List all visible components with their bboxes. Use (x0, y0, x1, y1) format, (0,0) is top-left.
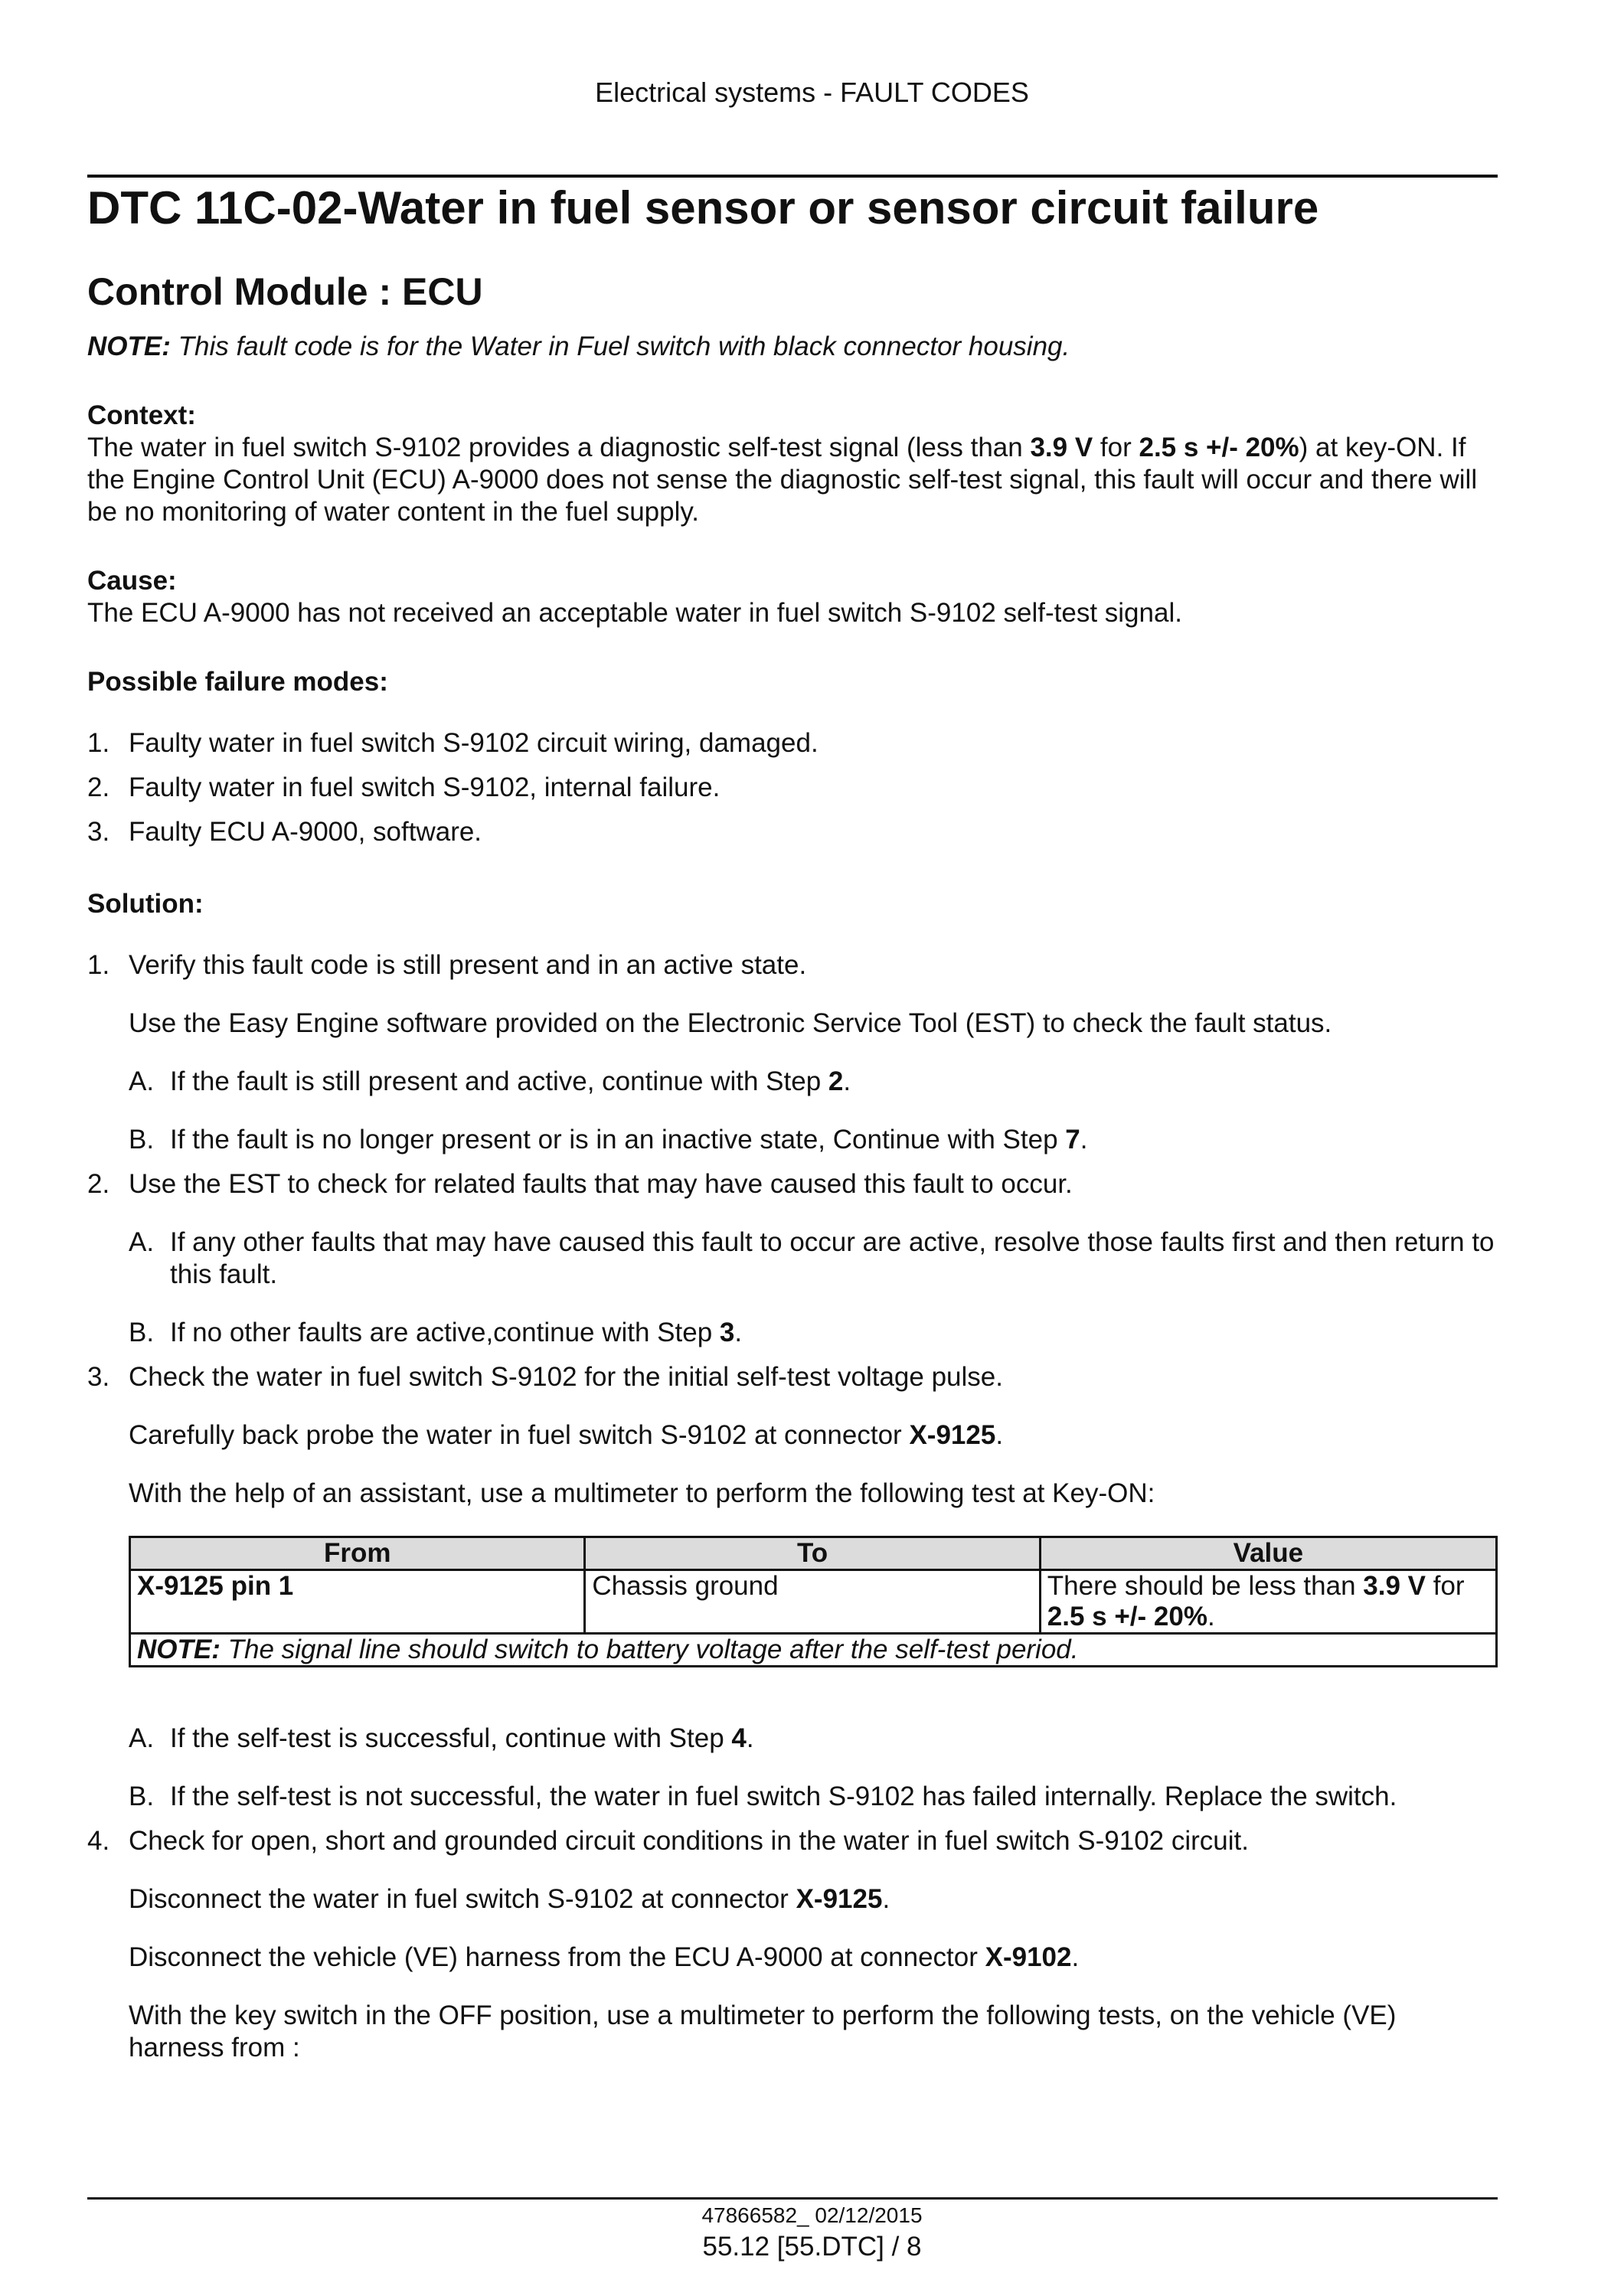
step-reference: 3 (719, 1318, 735, 1347)
value-duration: 2.5 s +/- 20% (1047, 1602, 1207, 1631)
step-4-detail-2 (129, 1942, 1498, 1974)
substep-text (170, 1066, 1498, 1098)
substep-letter: B. (129, 1782, 155, 1811)
substep-text-part: If the fault is no longer present or is in an inactive state, Continue with Step (170, 1125, 1066, 1155)
cause-text: The ECU A-9000 has not received an acceptable water in fuel switch S-9102 self-test signal. (87, 598, 1182, 628)
item-number: 3. (87, 817, 110, 847)
table-note-text: The signal line should switch to battery voltage after the self-test period. (220, 1635, 1079, 1664)
note-label: NOTE: (87, 331, 171, 361)
control-module-heading: Control Module : ECU (87, 270, 483, 313)
detail-text-end: . (882, 1884, 890, 1914)
failure-modes-label: Possible failure modes: (87, 667, 388, 697)
context-text-part: The water in fuel switch S-9102 provides a diagnostic self-test signal (less than (87, 433, 1031, 462)
substep-letter: A. (129, 1723, 155, 1753)
header-rule (87, 175, 1498, 178)
step-3-detail-2: With the help of an assistant, use a multimeter to perform the following test at Key-ON: (129, 1478, 1155, 1508)
page-title: DTC 11C-02-Water in fuel sensor or sensor circuit failure (87, 182, 1319, 234)
substep-letter: A. (129, 1066, 155, 1096)
step-4-detail-1 (129, 1883, 1498, 1916)
step-text: Check the water in fuel switch S-9102 for the initial self-test voltage pulse. (129, 1362, 1003, 1392)
step-1-detail: Use the Easy Engine software provided on the Electronic Service Tool (EST) to check the fault status. (129, 1008, 1332, 1038)
substep-letter: B. (129, 1125, 155, 1155)
substep-text-part: If no other faults are active,continue with Step (170, 1318, 720, 1347)
substep-text (170, 1124, 1498, 1156)
cell-value (1040, 1570, 1496, 1634)
substep-text-end: . (734, 1318, 743, 1347)
substep-text-part: If the self-test is successful, continue with Step (170, 1723, 732, 1753)
table-note-label: NOTE: (137, 1635, 221, 1664)
context-text (87, 432, 1498, 528)
step-text: Verify this fault code is still present and in an active state. (129, 950, 807, 980)
substep-text-end: . (746, 1723, 754, 1753)
footer-rule (87, 2197, 1498, 2200)
step-text: Use the EST to check for related faults that may have caused this fault to occur. (129, 1169, 1073, 1199)
detail-text-end: . (995, 1420, 1004, 1450)
step-reference: 7 (1065, 1125, 1080, 1155)
column-header: From (130, 1537, 585, 1570)
item-text: Faulty water in fuel switch S-9102, internal failure. (129, 772, 721, 802)
substep-text (170, 1723, 1498, 1755)
substep-letter: B. (129, 1318, 155, 1347)
value-text: There should be less than (1047, 1571, 1364, 1601)
context-voltage: 3.9 V (1030, 433, 1093, 462)
connector-id: X-9125 (796, 1884, 883, 1914)
table-row (130, 1570, 1497, 1634)
substep-text: If any other faults that may have caused this fault to occur are active, resolve those faults first and then return to this fault. (170, 1227, 1495, 1289)
connector-id: X-9125 (909, 1420, 996, 1450)
page-header: Electrical systems - FAULT CODES (595, 77, 1029, 108)
note-text: This fault code is for the Water in Fuel switch with black connector housing. (170, 331, 1070, 361)
step-reference: 4 (731, 1723, 747, 1753)
item-text: Faulty ECU A-9000, software. (129, 817, 482, 847)
step-number: 2. (87, 1169, 110, 1199)
table-header-row (130, 1537, 1497, 1570)
table-note (130, 1634, 1497, 1667)
value-voltage: 3.9 V (1363, 1571, 1426, 1601)
step-3-detail-1 (129, 1419, 1498, 1452)
footer-doc-number: 47866582_ 02/12/2015 (701, 2203, 923, 2227)
detail-text-end: . (1071, 1942, 1080, 1972)
context-duration: 2.5 s +/- 20% (1139, 433, 1299, 462)
substep-text-end: . (1080, 1125, 1088, 1155)
item-text: Faulty water in fuel switch S-9102 circuit wiring, damaged. (129, 728, 819, 758)
step-number: 4. (87, 1826, 110, 1856)
substep-text-part: If the fault is still present and active, continue with Step (170, 1066, 828, 1096)
connector-id: X-9102 (985, 1942, 1072, 1972)
substep-text-end: . (843, 1066, 851, 1096)
solution-label: Solution: (87, 889, 204, 919)
cell-to: Chassis ground (585, 1570, 1040, 1634)
cause-label: Cause: (87, 566, 177, 596)
step-number: 3. (87, 1362, 110, 1392)
substep-text (170, 1317, 1498, 1349)
test-table (129, 1536, 1498, 1667)
table-note-row (130, 1634, 1497, 1667)
value-text: for (1426, 1571, 1465, 1601)
context-text-part: ) at key-ON. If the Engine Control Unit (ECU) A-9000 does not sense the diagnostic self-test signal, this fault will occur and there will be no monitoring of water content in the fuel supply. (87, 433, 1478, 527)
step-number: 1. (87, 950, 110, 980)
step-text: Check for open, short and grounded circuit conditions in the water in fuel switch S-9102 circuit. (129, 1826, 1249, 1856)
detail-text: Disconnect the vehicle (VE) harness from the ECU A-9000 at connector (129, 1942, 985, 1972)
column-header: Value (1040, 1537, 1496, 1570)
column-header: To (585, 1537, 1040, 1570)
step-reference: 2 (828, 1066, 844, 1096)
item-number: 1. (87, 728, 110, 758)
context-text-part: for (1093, 433, 1139, 462)
note-paragraph (87, 331, 1498, 363)
footer-page-number: 55.12 [55.DTC] / 8 (702, 2232, 922, 2262)
context-label: Context: (87, 400, 196, 430)
substep-letter: A. (129, 1227, 155, 1257)
value-text-end: . (1207, 1602, 1215, 1631)
detail-text: Carefully back probe the water in fuel switch S-9102 at connector (129, 1420, 910, 1450)
cell-from: X-9125 pin 1 (130, 1570, 585, 1634)
item-number: 2. (87, 772, 110, 802)
step-4-detail-3: With the key switch in the OFF position, use a multimeter to perform the following tests, on the vehicle (VE) harness from : (129, 2000, 1397, 2062)
detail-text: Disconnect the water in fuel switch S-9102 at connector (129, 1884, 796, 1914)
substep-text: If the self-test is not successful, the water in fuel switch S-9102 has failed internally. Replace the switch. (170, 1782, 1397, 1811)
